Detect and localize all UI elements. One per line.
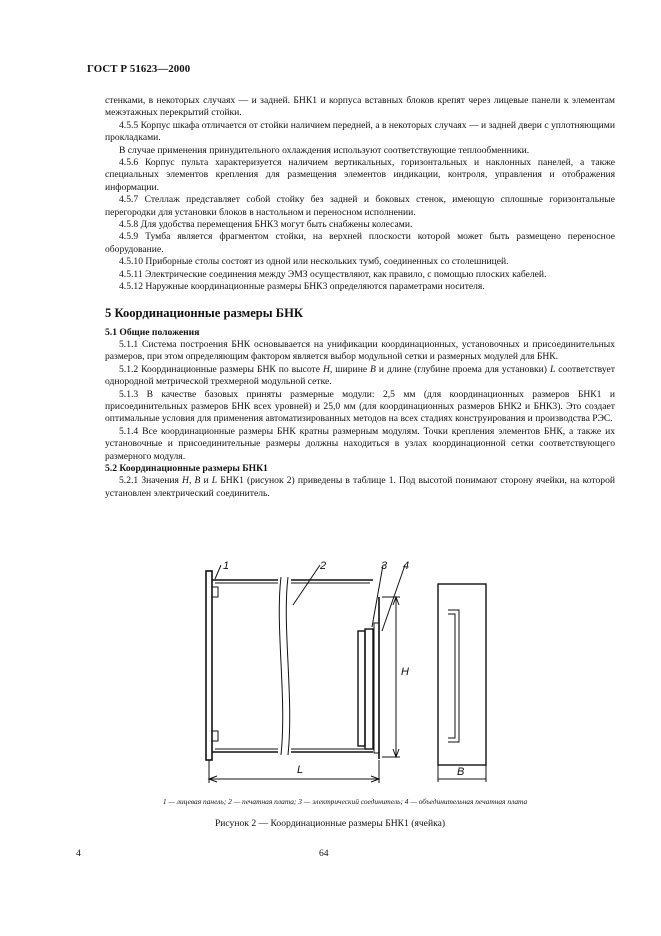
subsection-heading: 5.1 Общие положения <box>105 326 200 338</box>
paragraph: 4.5.7 Стеллаж представляет собой стойку без задней и боковых стенок, имеющую сплошные горизонтальные перегородки для установки блоков в настольном и переносном исполнении. <box>105 194 615 218</box>
callout-leaders <box>215 565 405 631</box>
connector-body <box>365 629 373 749</box>
panel-latch-top <box>212 587 218 597</box>
callout-2: 2 <box>320 560 327 572</box>
paragraph: 4.5.8 Для удобства перемещения БНК3 могут быть снабжены колесами. <box>119 219 413 231</box>
subsection-heading: 5.2 Координационные размеры БНК1 <box>105 462 268 474</box>
sheet-number: 64 <box>319 848 329 859</box>
paragraph: 5.1.2 Координационные размеры БНК по высоте H, ширине B и длине (глубине проема для установки) L соответствует однородной метрической трехмерной модульной сетке. <box>105 363 615 388</box>
paragraph: 5.1.1 Система построения БНК основывается на унификации координационных, установочных и присоединительных размеров, при этом определяющим фактором является выбор модульной сетки и размерных модулей для БНК. <box>105 338 615 363</box>
callout-1: 1 <box>223 560 230 572</box>
page-number: 4 <box>76 848 81 859</box>
page-body <box>105 95 615 500</box>
dimension-h <box>382 597 400 757</box>
dim-label-b: B <box>457 766 465 778</box>
figure-2-drawing <box>195 557 505 789</box>
dimension-l <box>209 760 379 783</box>
paragraph: 4.5.10 Приборные столы состоят из одной или нескольких тумб, соединенных со столешницей. <box>119 256 509 268</box>
printed-board-edges <box>212 580 373 752</box>
figure-legend: 1 — лицевая панель; 2 — печатная плата; 3 — электрический соединитель; 4 — объединительная печатная плата <box>162 797 528 806</box>
section-heading: 5 Координационные размеры БНК <box>105 305 304 320</box>
panel-latch-bottom <box>212 731 218 741</box>
paragraph: 4.5.12 Наружные координационные размеры БНК3 определяются параметрами носителя. <box>119 281 485 293</box>
callout-3: 3 <box>381 560 388 572</box>
paragraph: В случае применения принудительного охлаждения используют соответствующие теплообменники. <box>119 144 530 156</box>
paragraph: 4.5.11 Электрические соединения между ЭМЗ осуществляют, как правило, с помощью плоских кабелей. <box>119 268 547 280</box>
paragraph: 5.1.4 Все координационные размеры БНК кратны размерным модулям. Точки крепления элементов БНК, а также их установочные и присоединительные размеры должны находиться в узлах координационной сетки соответствующего размерного модуля. <box>105 425 615 462</box>
dim-label-l: L <box>297 764 304 776</box>
standard-header: ГОСТ Р 51623—2000 <box>87 63 191 75</box>
side-view-bracket <box>448 610 459 742</box>
paragraph: 4.5.5 Корпус шкафа отличается от стойки наличием передней, а в некоторых случаях — и задней двери с уплотняющими прокладками. <box>105 119 615 144</box>
callout-4: 4 <box>403 560 410 572</box>
paragraph: 4.5.6 Корпус пульта характеризуется наличием вертикальных, горизонтальных и наклонных панелей, а также специальных элементов крепления для размещения элементов индикации, контроля, управления и отображения информации. <box>105 157 615 193</box>
paragraph: 5.1.3 В качестве базовых приняты размерные модули: 2,5 мм (для координационных размеров БНК1 и присоединительных размеров БНК всех уровней) и 25,0 мм (для координационных размеров БНК2 и БНК3). Это создает оптимальные условия для применения автоматизированных методов на всех стадиях конструирования и производства РЭС. <box>105 388 615 425</box>
face-panel <box>206 571 212 760</box>
paragraph: стенками, в некоторых случаях — и задней. БНК1 и корпуса вставных блоков крепят через лицевые панели к элементам межэтажных перекрытий стойки. <box>105 95 615 119</box>
side-view-outer <box>438 584 486 765</box>
dim-label-h: H <box>401 666 409 678</box>
paragraph: 5.2.1 Значения H, B и L БНК1 (рисунок 2) приведены в таблице 1. Под высотой понимают сторону ячейки, на которой установлен электрический соединитель. <box>105 475 615 499</box>
paragraph: 4.5.9 Тумба является фрагментом стойки, на верхней плоскости которой может быть размещено переносное оборудование. <box>105 231 615 255</box>
board-break-lines <box>279 577 289 755</box>
printed-board-inner <box>215 583 370 749</box>
electric-connector <box>358 631 365 746</box>
figure-title: Рисунок 2 — Координационные размеры БНК1 (ячейка) <box>214 818 446 829</box>
